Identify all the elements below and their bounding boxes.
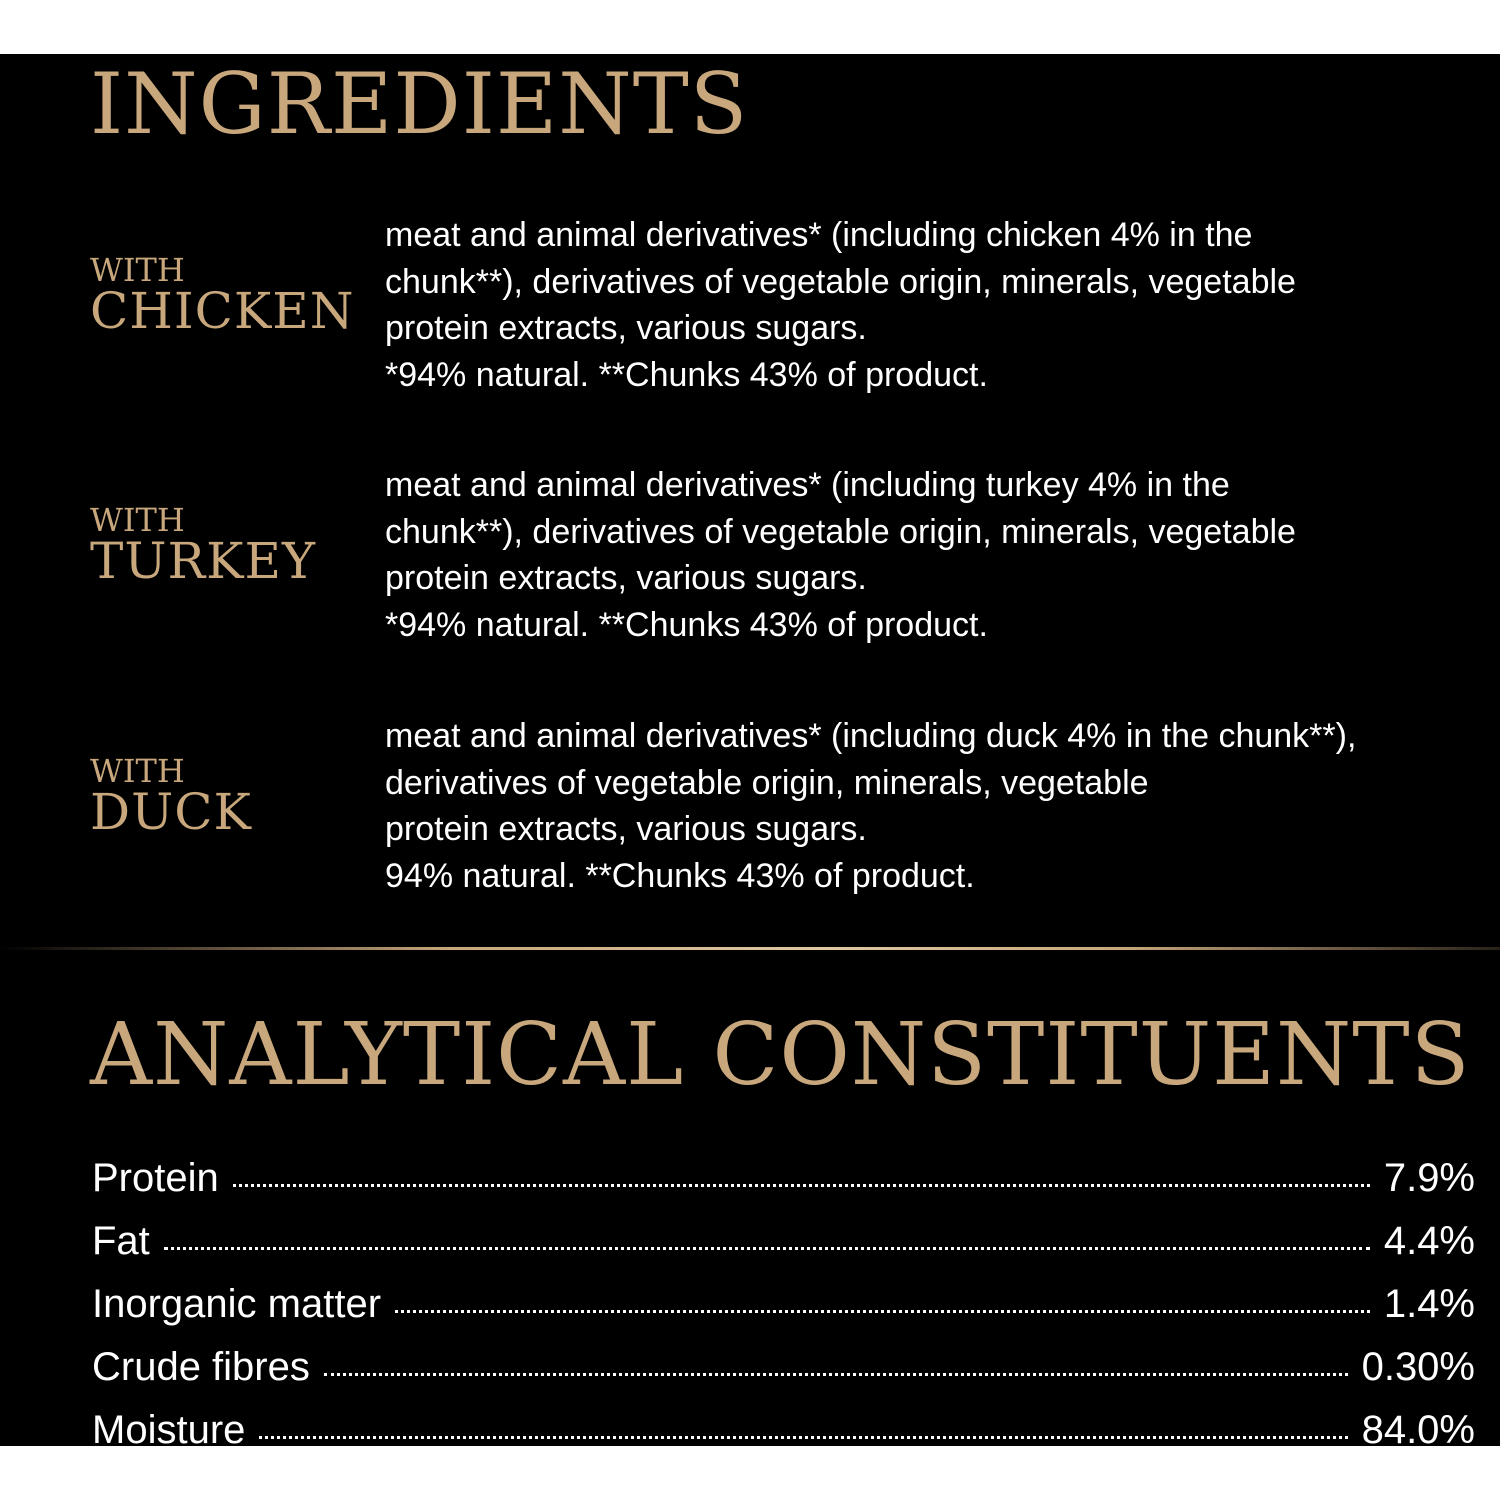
- ingredients-line: chunk**), derivatives of vegetable origin, minerals, vegetable: [385, 512, 1296, 551]
- constituents-list: [92, 1152, 1475, 1446]
- variant-with-label: WITH: [90, 251, 185, 289]
- constituent-value: 1.4%: [1383, 1282, 1475, 1326]
- ingredients-line: meat and animal derivatives* (including turkey 4% in the: [385, 466, 1230, 504]
- constituent-value: 0.30%: [1361, 1345, 1475, 1389]
- constituent-row: [92, 1404, 1475, 1446]
- variant-flavour-label: TURKEY: [90, 532, 316, 590]
- dot-leader: [395, 1310, 1370, 1313]
- dot-leader: [259, 1436, 1347, 1439]
- ingredients-line: protein extracts, various sugars.: [385, 559, 867, 597]
- variant-flavour-label: DUCK: [90, 783, 252, 841]
- constituent-name: Inorganic matter: [92, 1282, 382, 1326]
- ingredients-line: 94% natural. **Chunks 43% of product.: [385, 856, 975, 895]
- constituent-row: [92, 1215, 1475, 1278]
- constituent-name: Protein: [92, 1156, 219, 1200]
- variant-ingredients-text: [385, 713, 1500, 899]
- constituent-value: 84.0%: [1361, 1408, 1475, 1446]
- analytical-constituents-heading: ANALYTICAL CONSTITUENTS: [90, 1005, 1471, 1105]
- product-info-panel: [0, 54, 1500, 1446]
- dot-leader: [164, 1247, 1370, 1250]
- constituent-value: 7.9%: [1383, 1156, 1475, 1200]
- ingredients-line: derivatives of vegetable origin, minerals, vegetable: [385, 763, 1149, 802]
- ingredients-line: protein extracts, various sugars.: [385, 810, 867, 848]
- variant-with-label: WITH: [90, 501, 185, 539]
- constituent-row: [92, 1341, 1475, 1404]
- constituent-row: [92, 1152, 1475, 1215]
- ingredients-line: *94% natural. **Chunks 43% of product.: [385, 355, 988, 394]
- ingredients-line: meat and animal derivatives* (including chicken 4% in the: [385, 216, 1253, 254]
- constituent-name: Moisture: [92, 1408, 246, 1446]
- dot-leader: [324, 1373, 1348, 1376]
- constituent-name: Fat: [92, 1219, 150, 1263]
- constituent-value: 4.4%: [1383, 1219, 1475, 1263]
- ingredients-heading: INGREDIENTS: [90, 55, 749, 153]
- variant-flavour-label: CHICKEN: [90, 282, 355, 340]
- ingredients-line: protein extracts, various sugars.: [385, 309, 867, 347]
- variant-with-label: WITH: [90, 752, 185, 790]
- ingredients-line: chunk**), derivatives of vegetable origin, minerals, vegetable: [385, 262, 1296, 301]
- ingredients-line: *94% natural. **Chunks 43% of product.: [385, 605, 988, 644]
- dot-leader: [233, 1184, 1370, 1187]
- section-divider: [0, 947, 1500, 950]
- variant-ingredients-text: [385, 212, 1500, 398]
- variant-ingredients-text: [385, 462, 1500, 648]
- constituent-name: Crude fibres: [92, 1345, 310, 1389]
- constituent-row: [92, 1278, 1475, 1341]
- ingredients-line: meat and animal derivatives* (including duck 4% in the chunk**),: [385, 717, 1357, 755]
